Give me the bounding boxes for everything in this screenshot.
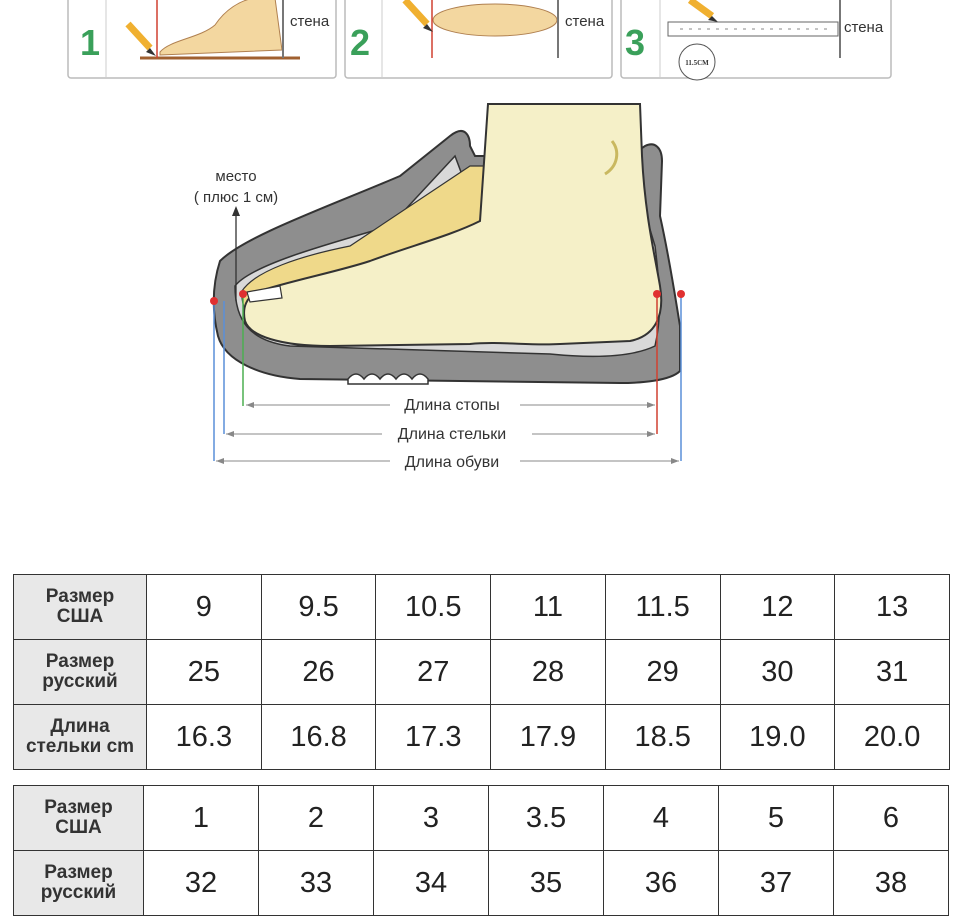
table-cell: 27: [376, 640, 491, 705]
row-header-us-size: Размер США: [14, 786, 144, 851]
row-header-russian-size: Размер русский: [14, 640, 147, 705]
table-cell: 38: [834, 851, 949, 916]
table-row: [14, 575, 950, 640]
heel-outer-marker: [677, 290, 685, 298]
table-cell: 25: [147, 640, 262, 705]
step-2-number: 2: [350, 22, 371, 63]
space-label-line1: место: [215, 168, 257, 185]
table-cell: 34: [374, 851, 489, 916]
space-label-line2: ( плюс 1 см): [193, 189, 279, 206]
table-cell: 17.9: [491, 705, 606, 770]
table-cell: 12: [720, 575, 835, 640]
row-header-us-size: Размер США: [14, 575, 147, 640]
table-cell: 20.0: [835, 705, 950, 770]
step-3-panel: [621, 0, 891, 80]
table-cell: 13: [835, 575, 950, 640]
table-cell: 19.0: [720, 705, 835, 770]
ruler-icon: [668, 22, 838, 36]
table-cell: 9: [147, 575, 262, 640]
table-row: [14, 851, 949, 916]
table-cell: 11.5: [605, 575, 720, 640]
table-cell: 3: [374, 786, 489, 851]
shoe-length-label: Длина обуви: [404, 454, 500, 471]
foot-length-label: Длина стопы: [404, 397, 500, 414]
foot-top-icon: [433, 4, 557, 36]
table-cell: 28: [491, 640, 606, 705]
step-3-number: 3: [625, 22, 646, 63]
table-cell: 17.3: [376, 705, 491, 770]
table-cell: 30: [720, 640, 835, 705]
table-cell: 3.5: [489, 786, 604, 851]
step-1-wall-label: стена: [290, 13, 330, 30]
step-2-panel: [345, 0, 612, 78]
table-cell: 5: [719, 786, 834, 851]
table-cell: 33: [259, 851, 374, 916]
step-3-wall-label: стена: [844, 19, 884, 36]
table-cell: 29: [605, 640, 720, 705]
row-header-insole-length: Длина стельки cm: [14, 705, 147, 770]
table-cell: 36: [604, 851, 719, 916]
size-table-1: [13, 574, 950, 770]
size-table-2: [13, 785, 949, 916]
measurement-steps: [0, 0, 960, 90]
step-3-ruler-label: 11.5CM: [685, 59, 709, 67]
step-1-panel: [68, 0, 336, 78]
table-cell: 9.5: [261, 575, 376, 640]
table-cell: 2: [259, 786, 374, 851]
table-cell: 1: [144, 786, 259, 851]
table-cell: 11: [491, 575, 606, 640]
table-cell: 10.5: [376, 575, 491, 640]
table-cell: 32: [144, 851, 259, 916]
table-row: [14, 640, 950, 705]
insole-length-label: Длина стельки: [397, 426, 507, 443]
sole-tread: [348, 374, 428, 384]
table-cell: 18.5: [605, 705, 720, 770]
table-cell: 6: [834, 786, 949, 851]
table-cell: 35: [489, 851, 604, 916]
table-row: [14, 786, 949, 851]
table-cell: 16.8: [261, 705, 376, 770]
table-cell: 37: [719, 851, 834, 916]
foot-front-marker: [239, 290, 247, 298]
table-row: [14, 705, 950, 770]
shoe-fit-diagram: [150, 96, 770, 486]
table-cell: 4: [604, 786, 719, 851]
step-2-wall-label: стена: [565, 13, 605, 30]
table-cell: 31: [835, 640, 950, 705]
arrow-up-icon: [232, 206, 240, 216]
heel-inner-marker: [653, 290, 661, 298]
table-cell: 16.3: [147, 705, 262, 770]
table-cell: 26: [261, 640, 376, 705]
step-1-number: 1: [80, 22, 101, 63]
shoe-front-marker: [210, 297, 218, 305]
row-header-russian-size: Размер русский: [14, 851, 144, 916]
